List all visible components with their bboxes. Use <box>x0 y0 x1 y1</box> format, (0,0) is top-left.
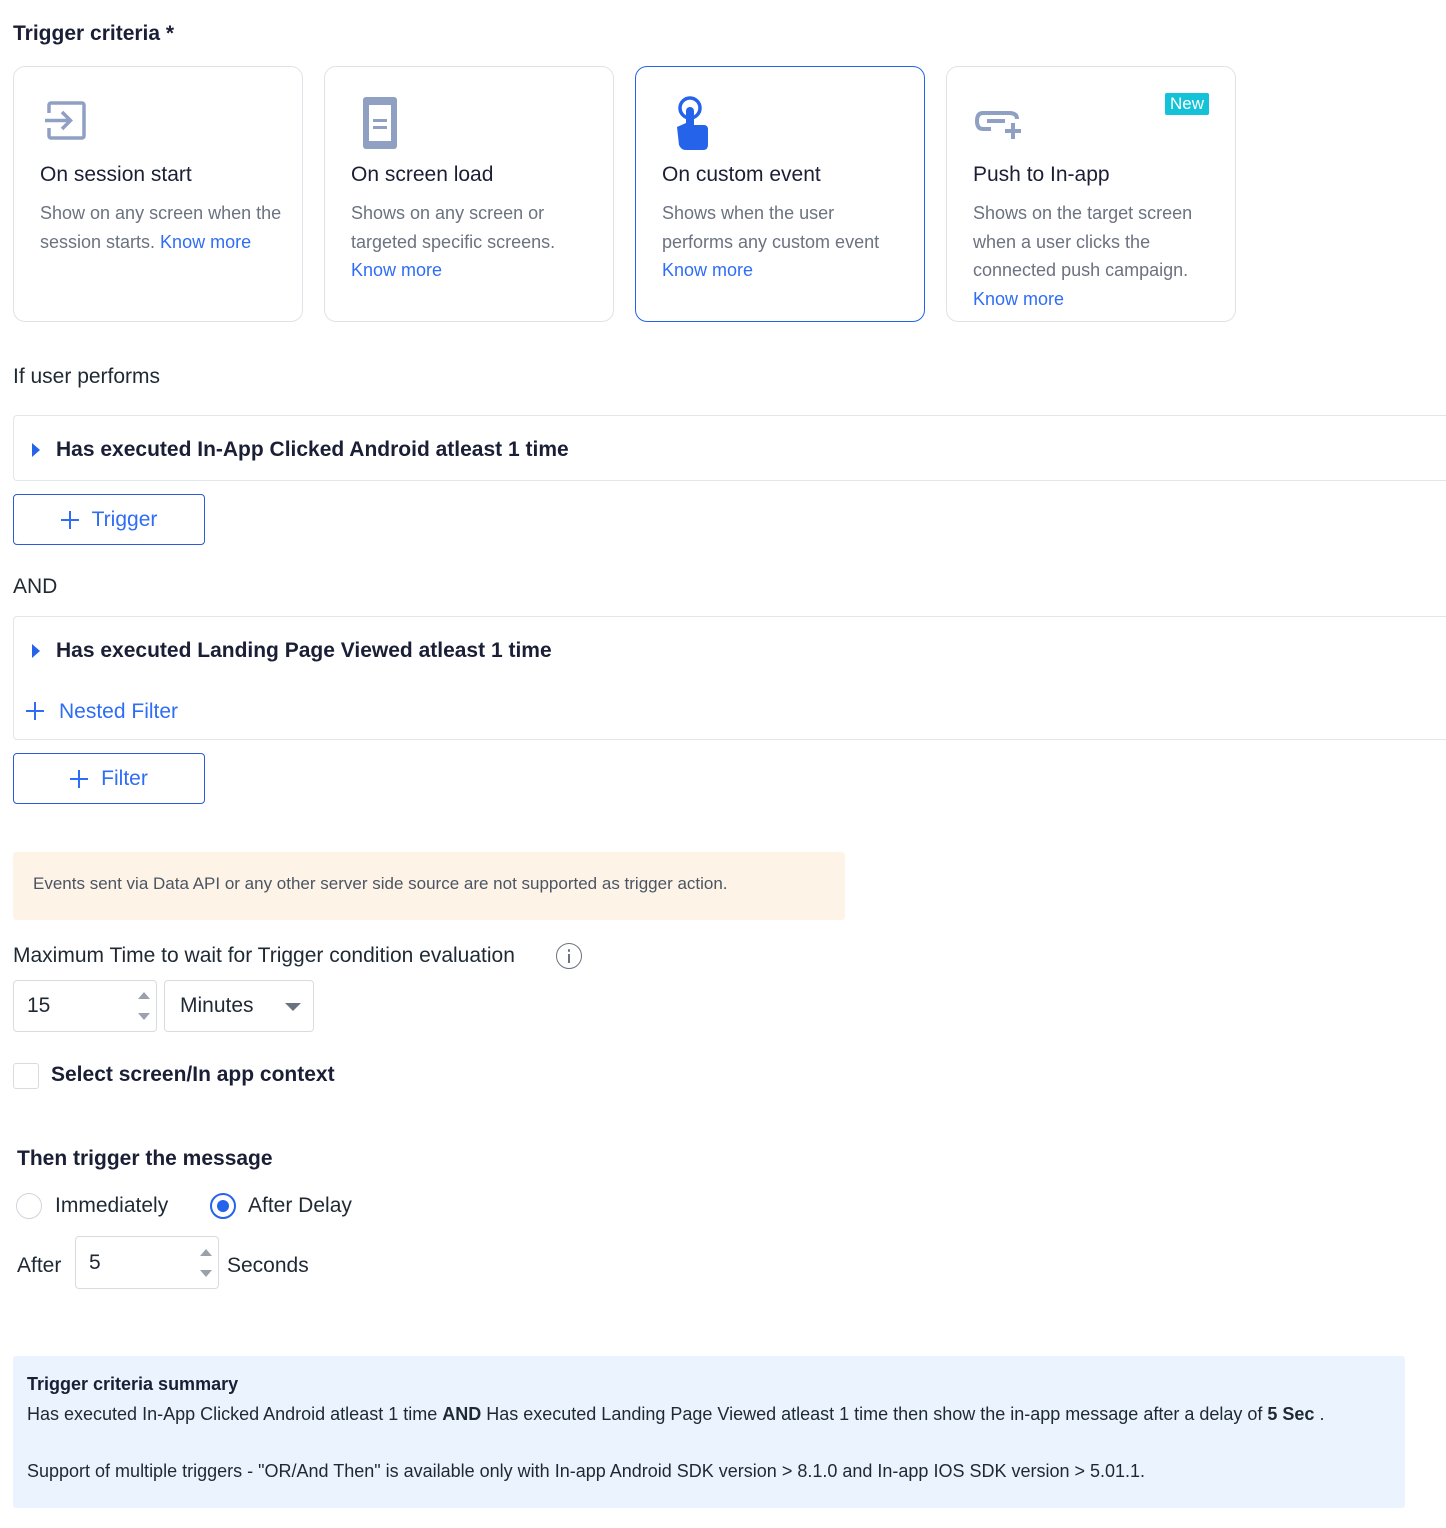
trigger-rule-text: Has executed In-App Clicked Android atleast 1 time <box>56 438 569 461</box>
add-trigger-label: Trigger <box>91 507 158 531</box>
new-badge: New <box>1165 93 1209 115</box>
and-label: AND <box>13 575 58 598</box>
card-custom-event[interactable] <box>635 66 925 322</box>
trigger-rule-box <box>13 415 1446 481</box>
summary-title: Trigger criteria summary <box>27 1374 239 1394</box>
know-more-link[interactable]: Know more <box>351 260 443 281</box>
time-unit-select[interactable] <box>164 980 314 1032</box>
know-more-link[interactable]: Know more <box>973 288 1065 309</box>
context-checkbox[interactable] <box>13 1063 39 1089</box>
after-delay-label: After Delay <box>248 1194 352 1217</box>
caret-right-icon[interactable] <box>32 443 40 457</box>
screen-load-icon <box>351 95 403 151</box>
delay-unit-label: Seconds <box>227 1254 309 1277</box>
card-title: On session start <box>40 163 192 186</box>
then-trigger-title: Then trigger the message <box>17 1147 273 1170</box>
nested-filter-button[interactable] <box>26 700 178 724</box>
plus-icon <box>70 770 88 788</box>
card-description: Shows when the user performs any custom event Know more <box>662 203 880 281</box>
filter-rule-row[interactable] <box>32 639 552 663</box>
time-unit-value: Minutes <box>180 994 254 1017</box>
card-description: Shows on the target screen when a user clicks the connected push campaign. Know more <box>973 203 1193 309</box>
card-title: On custom event <box>662 163 821 186</box>
server-events-warning: Events sent via Data API or any other server side source are not supported as trigger action. <box>13 852 845 920</box>
chevron-down-icon <box>285 1003 301 1011</box>
trigger-summary-panel <box>13 1356 1405 1508</box>
after-label: After <box>17 1254 62 1277</box>
trigger-rule-row[interactable] <box>32 438 569 462</box>
filter-rule-box <box>13 616 1446 740</box>
know-more-link[interactable]: Know more <box>662 260 754 281</box>
card-title: On screen load <box>351 163 494 186</box>
if-user-performs-label: If user performs <box>13 365 161 388</box>
delay-value: 5 <box>89 1250 101 1274</box>
radio-after-delay[interactable] <box>210 1193 236 1219</box>
summary-sdk-note: Support of multiple triggers - "OR/And Then" is available only with In-app Android SDK version > 8.1.0 and In-app IOS SDK version > 5.01.1. <box>27 1461 1146 1481</box>
session-start-icon <box>40 95 92 151</box>
tap-hand-icon <box>662 95 714 151</box>
filter-rule-text: Has executed Landing Page Viewed atleast 1 time <box>56 639 552 662</box>
trigger-criteria-title: Trigger criteria * <box>13 22 175 45</box>
card-screen-load[interactable] <box>324 66 614 322</box>
max-wait-value: 15 <box>27 994 51 1017</box>
card-push-to-inapp[interactable] <box>946 66 1236 322</box>
max-wait-label: Maximum Time to wait for Trigger condition evaluation <box>13 944 515 967</box>
add-filter-label: Filter <box>101 766 148 790</box>
max-wait-input[interactable] <box>13 980 157 1032</box>
know-more-link[interactable]: Know more <box>160 231 252 252</box>
card-session-start[interactable] <box>13 66 303 322</box>
radio-immediately[interactable] <box>16 1193 42 1219</box>
plus-icon <box>61 511 79 529</box>
add-filter-button[interactable] <box>13 753 205 804</box>
push-link-icon <box>973 95 1025 151</box>
nested-filter-label: Nested Filter <box>59 700 179 723</box>
number-stepper[interactable] <box>200 1249 212 1277</box>
number-stepper[interactable] <box>138 992 150 1020</box>
plus-icon <box>26 702 46 722</box>
card-description: Show on any screen when the session starts. Know more <box>40 203 282 252</box>
caret-right-icon[interactable] <box>32 644 40 658</box>
add-trigger-button[interactable] <box>13 494 205 545</box>
summary-text: Has executed In-App Clicked Android atleast 1 time AND Has executed Landing Page Viewed atleast 1 time then show the in-app message after a delay of 5 Sec . <box>27 1404 1325 1424</box>
card-description: Shows on any screen or targeted specific screens. Know more <box>351 203 556 281</box>
info-icon[interactable] <box>556 943 582 969</box>
context-label: Select screen/In app context <box>51 1063 335 1086</box>
card-title: Push to In-app <box>973 163 1110 186</box>
delay-input[interactable] <box>75 1236 219 1289</box>
immediately-label: Immediately <box>55 1194 169 1217</box>
